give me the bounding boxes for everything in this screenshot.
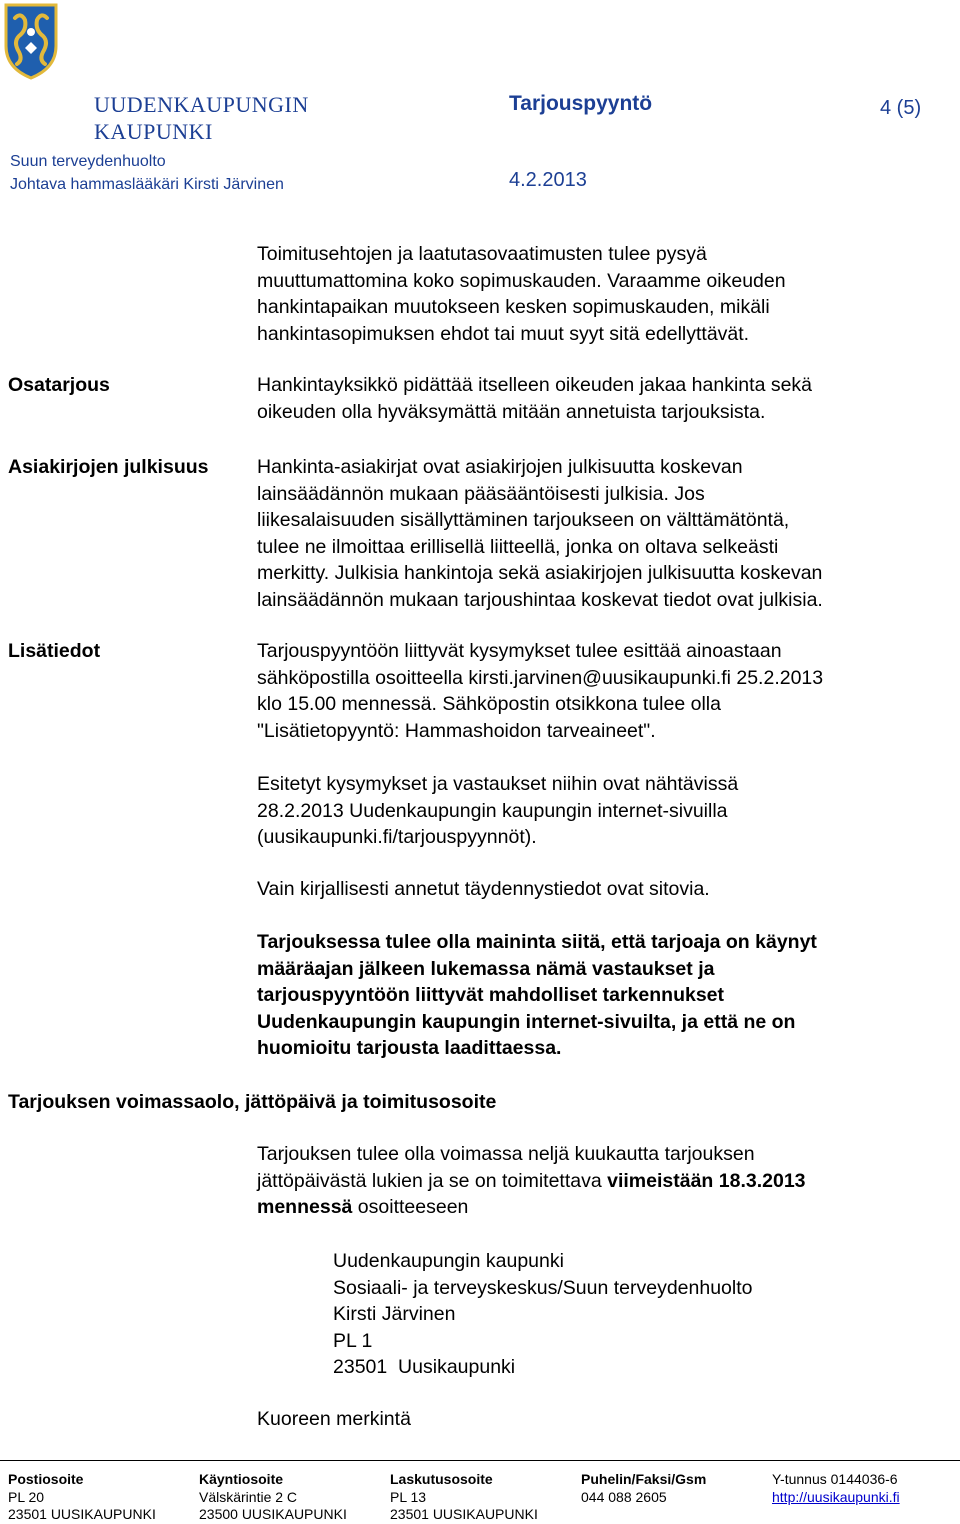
footer-column-kayntiosoite [199, 1471, 347, 1524]
text-line: oikeuden olla hyväksymättä mitään annetuista tarjouksista. [257, 400, 766, 423]
text-line: huomioitu tarjousta laadittaessa. [257, 1037, 562, 1059]
text-line [257, 1168, 947, 1195]
text-line: muuttumattomina koko sopimuskauden. Varaamme oikeuden [257, 269, 786, 292]
footer-heading: Puhelin/Faksi/Gsm [581, 1471, 707, 1487]
address-line: Uudenkaupungin kaupunki [333, 1250, 564, 1272]
lisatiedot-paragraph-3: Vain kirjallisesti annetut täydennystiedot ovat sitovia. [257, 878, 710, 900]
section-label-osatarjous: Osatarjous [8, 374, 110, 396]
footer-heading: Laskutusosoite [390, 1471, 493, 1487]
address-line: 23501 Uusikaupunki [333, 1356, 516, 1378]
footer-line: 23501 UUSIKAUPUNKI [8, 1506, 156, 1522]
text-line: Tarjouspyyntöön liittyvät kysymykset tulee esittää ainoastaan [257, 640, 782, 662]
deadline-bold: viimeistään 18.3.2013 [607, 1169, 806, 1192]
osatarjous-paragraph [257, 372, 947, 425]
text-line: 28.2.2013 Uudenkaupungin kaupungin internet-sivuilla [257, 799, 728, 822]
document-title: Tarjouspyyntö [509, 92, 653, 115]
document-date: 4.2.2013 [509, 169, 587, 191]
text-line: Esitetyt kysymykset ja vastaukset niihin ovat nähtävissä [257, 773, 739, 795]
text-line: Hankinta-asiakirjat ovat asiakirjojen julkisuutta koskevan [257, 456, 743, 478]
address-line: Sosiaali- ja terveyskeskus/Suun terveydenhuolto [333, 1276, 753, 1299]
footer-line: PL 13 [390, 1488, 427, 1505]
footer-column-puhelin [581, 1471, 706, 1506]
footer-line: 23500 UUSIKAUPUNKI [199, 1506, 347, 1522]
department: Suun terveydenhuolto [10, 153, 166, 170]
address-line: PL 1 [333, 1329, 373, 1352]
text-line: hankintasopimuksen ehdot tai muut syyt sitä edellyttävät. [257, 322, 750, 345]
text-line: määräajan jälkeen lukemassa nämä vastaukset ja [257, 957, 715, 980]
text-line: Tarjouksessa tulee olla maininta siitä, että tarjoaja on käynyt [257, 931, 817, 953]
text-line: klo 15.00 mennessä. Sähköpostin otsikkona tulee olla [257, 693, 721, 715]
footer-heading: Y-tunnus 0144036-6 [772, 1471, 898, 1487]
footer-line: 044 088 2605 [581, 1488, 667, 1505]
city-coat-of-arms-icon [3, 2, 59, 80]
voimassaolo-paragraph [257, 1141, 947, 1221]
footer-line: 23501 UUSIKAUPUNKI [390, 1506, 538, 1522]
intro-paragraph [257, 241, 947, 347]
text-line: Uudenkaupungin kaupungin internet-sivuilta, ja että ne on [257, 1010, 796, 1033]
text-bold: mennessä [257, 1196, 353, 1218]
text-normal: osoitteeseen [352, 1196, 469, 1218]
footer-line: PL 20 [8, 1488, 45, 1505]
footer-line: Välskärintie 2 C [199, 1488, 298, 1505]
page-footer [0, 1460, 960, 1521]
text-line: "Lisätietopyyntö: Hammashoidon tarveaineet". [257, 719, 656, 742]
org-name-line1: UUDENKAUPUNGIN [94, 92, 309, 117]
text-line [257, 1194, 947, 1221]
text-normal: jättöpäivästä lukien ja se on toimitettava [257, 1169, 608, 1192]
text-line: (uusikaupunki.fi/tarjouspyynnöt). [257, 826, 537, 848]
text-line: sähköpostilla osoitteella kirsti.jarvinen@uusikaupunki.fi 25.2.2013 [257, 666, 824, 689]
section-label-lisatiedot: Lisätiedot [8, 640, 101, 662]
section-label-julkisuus: Asiakirjojen julkisuus [8, 456, 209, 478]
contact-person: Johtava hammaslääkäri Kirsti Järvinen [10, 176, 284, 193]
text-line: lainsäädännön mukaan pääsääntöisesti julkisia. Jos [257, 482, 705, 505]
footer-column-laskutusosoite [390, 1471, 538, 1524]
text-line: Toimitusehtojen ja laatutasovaatimusten tulee pysyä [257, 243, 707, 265]
lisatiedot-paragraph-2 [257, 771, 947, 851]
delivery-address [333, 1248, 752, 1381]
text-line: liikesalaisuuden sisällyttäminen tarjoukseen on välttämätöntä, [257, 509, 790, 531]
section-heading-voimassaolo: Tarjouksen voimassaolo, jättöpäivä ja toimitusosoite [8, 1091, 497, 1113]
website-link[interactable]: http://uusikaupunki.fi [772, 1488, 900, 1505]
footer-column-ytunnus [772, 1471, 900, 1506]
text-line: tulee ne ilmoittaa erillisellä liitteellä, jonka on oltava selkeästi [257, 535, 779, 558]
address-line: Kirsti Järvinen [333, 1303, 456, 1325]
footer-column-postiosoite [8, 1471, 156, 1524]
footer-heading: Postiosoite [8, 1471, 84, 1487]
text-line: hankintapaikan muutokseen kesken sopimuskauden, mikäli [257, 296, 770, 318]
org-name-line2: KAUPUNKI [94, 119, 213, 144]
page-number: 4 (5) [880, 97, 922, 119]
text-line: Tarjouksen tulee olla voimassa neljä kuukautta tarjouksen [257, 1143, 755, 1165]
envelope-marking: Kuoreen merkintä [257, 1408, 411, 1430]
text-line: tarjouspyyntöön liittyvät mahdolliset tarkennukset [257, 984, 725, 1006]
text-line: lainsäädännön mukaan tarjoushintaa koskevat tiedot ovat julkisia. [257, 588, 823, 611]
lisatiedot-bold-notice [257, 929, 947, 1062]
footer-heading: Käyntiosoite [199, 1471, 284, 1487]
text-line: merkitty. Julkisia hankintoja sekä asiakirjojen julkisuutta koskevan [257, 562, 823, 584]
lisatiedot-paragraph-1 [257, 638, 947, 744]
julkisuus-paragraph [257, 454, 947, 613]
text-line: Hankintayksikkö pidättää itselleen oikeuden jakaa hankinta sekä [257, 374, 813, 396]
